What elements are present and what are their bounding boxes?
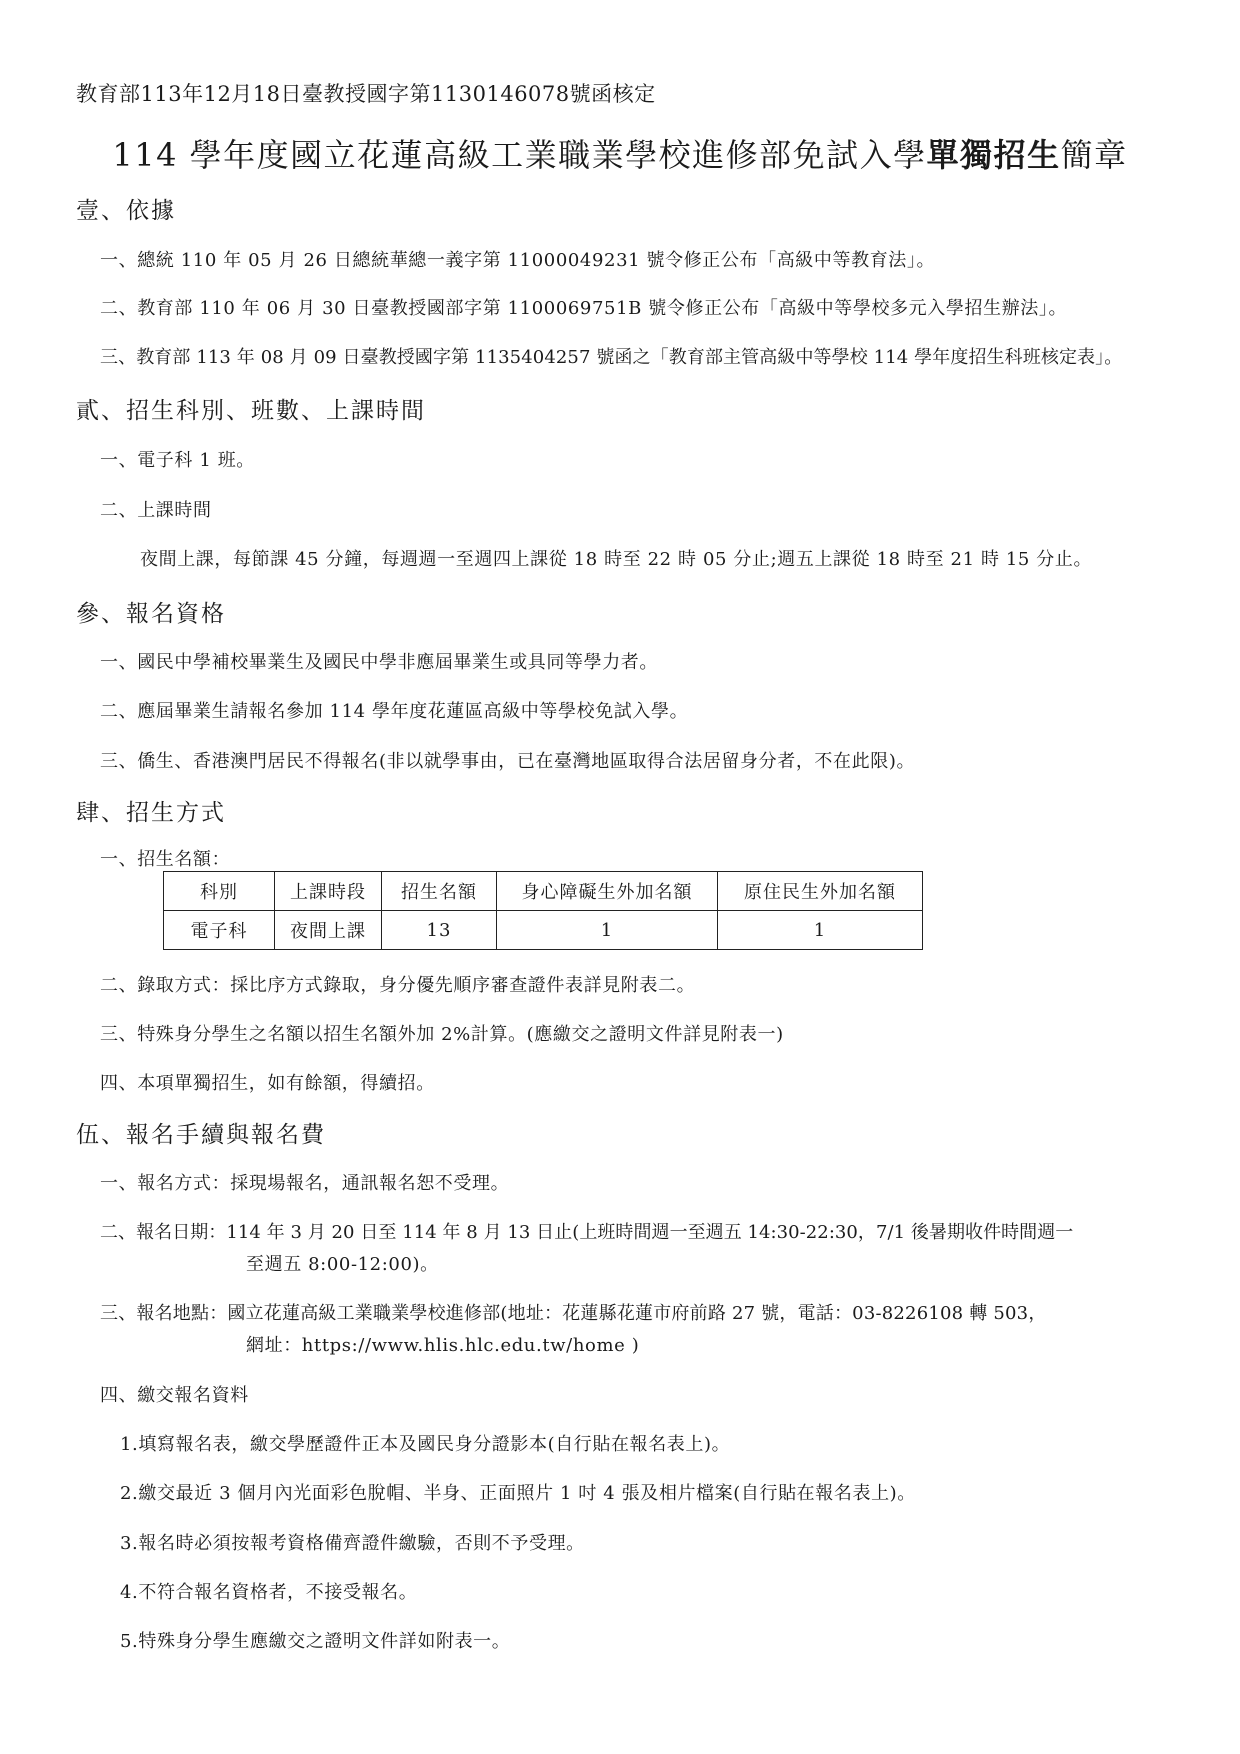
registration-item-4: 四、繳交報名資料 <box>100 1385 249 1406</box>
eligibility-item-1: 一、國民中學補校畢業生及國民中學非應屆畢業生或具同等學力者。 <box>100 652 658 673</box>
registration-item-3-line-1: 三、報名地點：國立花蓮高級工業職業學校進修部(地址：花蓮縣花蓮市府前路 27 號，電話：03-8226108 轉 503， <box>100 1303 1047 1324</box>
method-item-4: 四、本項單獨招生，如有餘額，得續招。 <box>100 1073 435 1094</box>
departments-item-2: 二、上課時間 <box>100 500 212 521</box>
title-prefix: 114 學年度國立花蓮高級工業職業學校進修部免試入學 <box>112 136 927 174</box>
table-header-cell: 身心障礙生外加名額 <box>497 872 718 911</box>
eligibility-item-3: 三、僑生、香港澳門居民不得報名(非以就學事由，已在臺灣地區取得合法居留身分者，不在此限)。 <box>100 751 916 772</box>
quota-table <box>163 871 923 950</box>
basis-item-3: 三、教育部 113 年 08 月 09 日臺教授國字第 1135404257 號函之「教育部主管高級中等學校 114 學年度招生科班核定表」。 <box>100 347 1123 368</box>
basis-item-2: 二、教育部 110 年 06 月 30 日臺教授國部字第 1100069751B 號令修正公布「高級中等學校多元入學招生辦法」。 <box>100 298 1068 319</box>
class-time-detail: 夜間上課，每節課 45 分鐘，每週週一至週四上課從 18 時至 22 時 05 分止;週五上課從 18 時至 21 時 15 分止。 <box>140 549 1093 570</box>
table-header-cell: 原住民生外加名額 <box>718 872 923 911</box>
list-item: 5.特殊身分學生應繳交之證明文件詳如附表一。 <box>120 1631 511 1652</box>
list-item: 4.不符合報名資格者，不接受報名。 <box>120 1582 418 1603</box>
title-suffix: 簡章 <box>1060 136 1128 174</box>
table-cell: 13 <box>382 911 497 950</box>
table-header-cell: 招生名額 <box>382 872 497 911</box>
method-item-2: 二、錄取方式：採比序方式錄取，身分優先順序審查證件表詳見附表二。 <box>100 975 696 996</box>
list-item: 1.填寫報名表，繳交學歷證件正本及國民身分證影本(自行貼在報名表上)。 <box>120 1434 731 1455</box>
table-header-cell: 科別 <box>164 872 275 911</box>
approval-line: 教育部113年12月18日臺教授國字第1130146078號函核定 <box>76 82 656 106</box>
table-header-cell: 上課時段 <box>275 872 382 911</box>
registration-item-2-line-2: 至週五 8:00-12:00)。 <box>246 1254 439 1275</box>
section-heading-method: 肆、招生方式 <box>76 800 226 826</box>
table-cell: 電子科 <box>164 911 275 950</box>
eligibility-item-2: 二、應屆畢業生請報名參加 114 學年度花蓮區高級中等學校免試入學。 <box>100 701 689 722</box>
method-item-3: 三、特殊身分學生之名額以招生名額外加 2%計算。(應繳交之證明文件詳見附表一) <box>100 1024 784 1045</box>
basis-item-1: 一、總統 110 年 05 月 26 日總統華總一義字第 11000049231 號令修正公布「高級中等教育法」。 <box>100 250 936 271</box>
table-row <box>164 911 923 950</box>
list-item: 2.繳交最近 3 個月內光面彩色脫帽、半身、正面照片 1 吋 4 張及相片檔案(自行貼在報名表上)。 <box>120 1483 916 1504</box>
table-cell: 夜間上課 <box>275 911 382 950</box>
document-title <box>0 130 1240 176</box>
registration-item-2-line-1: 二、報名日期：114 年 3 月 20 日至 114 年 8 月 13 日止(上班時間週一至週五 14:30-22:30，7/1 後暑期收件時間週一 <box>100 1222 1074 1243</box>
registration-item-3-line-2: 網址：https://www.hlis.hlc.edu.tw/home ) <box>246 1335 640 1356</box>
quota-table-header-row <box>164 872 923 911</box>
table-cell: 1 <box>497 911 718 950</box>
section-heading-basis: 壹、依據 <box>76 198 176 224</box>
title-bold: 單獨招生 <box>926 136 1061 174</box>
table-cell: 1 <box>718 911 923 950</box>
section-heading-eligibility: 參、報名資格 <box>76 601 226 627</box>
section-heading-registration: 伍、報名手續與報名費 <box>76 1122 326 1148</box>
quota-label: 一、招生名額： <box>100 849 231 870</box>
departments-item-1: 一、電子科 1 班。 <box>100 450 255 471</box>
registration-item-1: 一、報名方式：採現場報名，通訊報名恕不受理。 <box>100 1173 510 1194</box>
list-item: 3.報名時必須按報考資格備齊證件繳驗，否則不予受理。 <box>120 1533 585 1554</box>
section-heading-departments: 貳、招生科別、班數、上課時間 <box>76 398 426 424</box>
